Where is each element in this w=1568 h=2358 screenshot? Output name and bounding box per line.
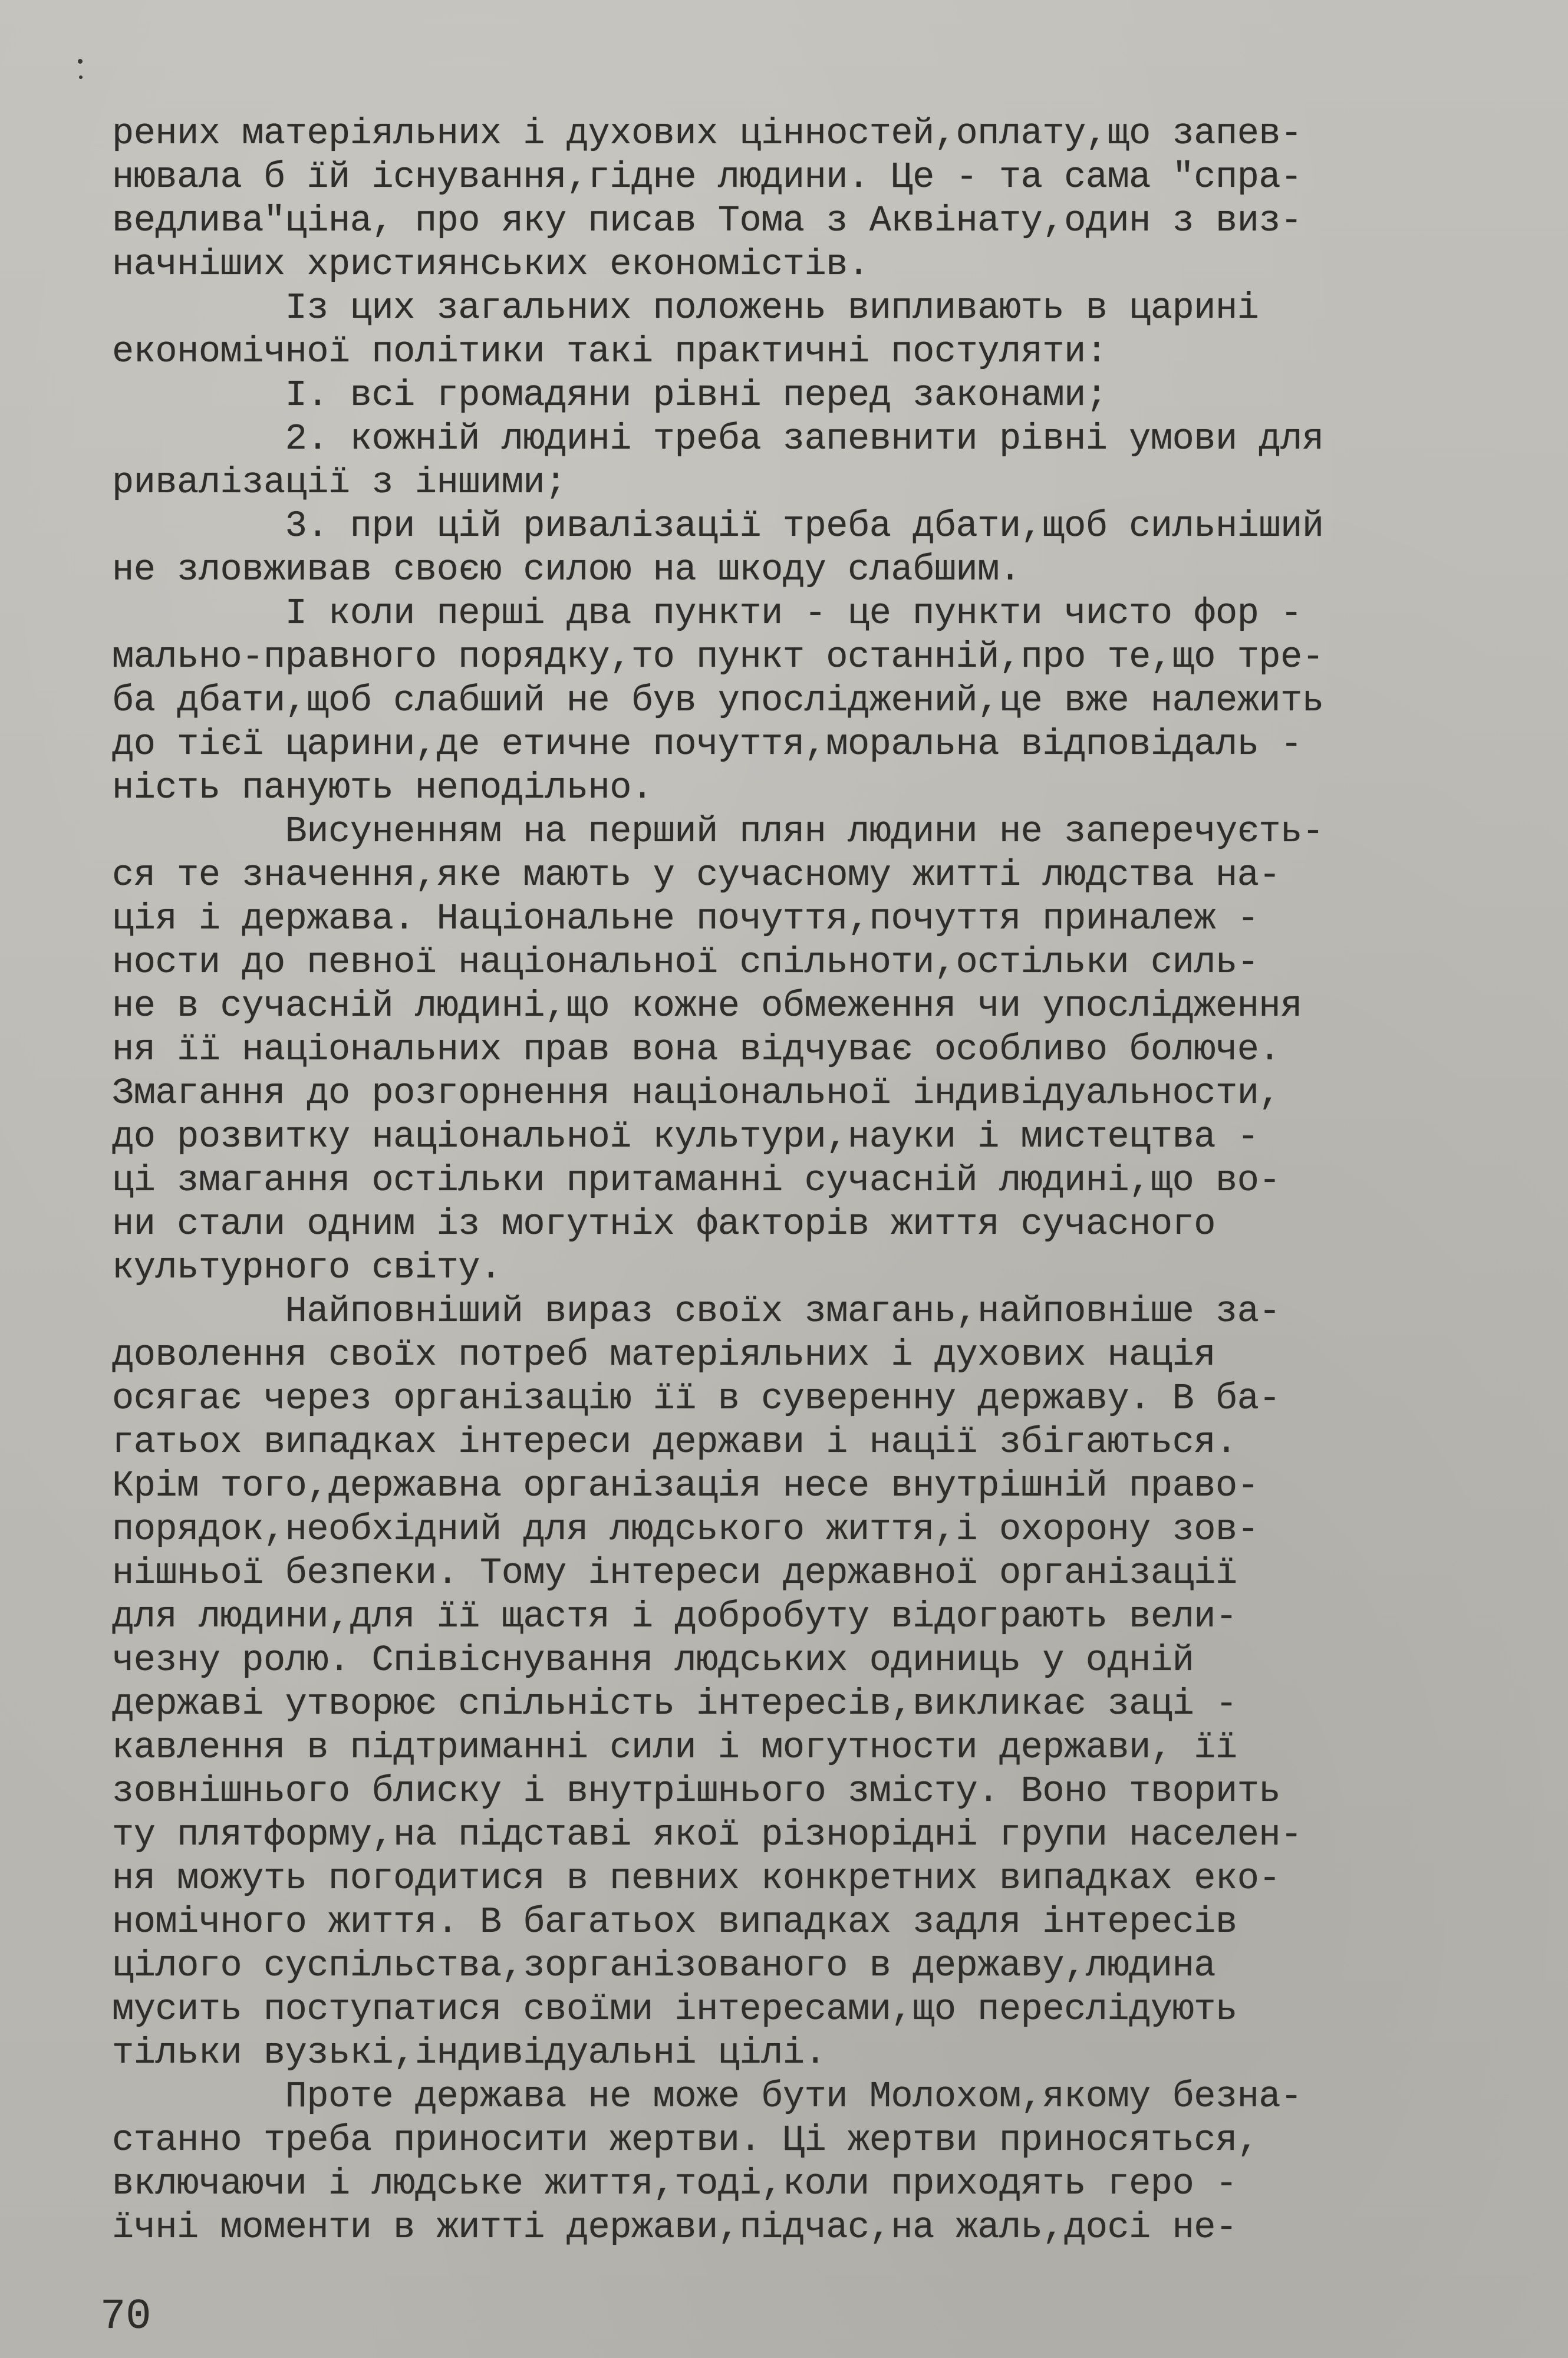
text-line: ведлива"ціна, про яку писав Тома з Аквінату,один з виз-	[112, 200, 1302, 242]
text-line: начніших християнських економістів.	[112, 243, 869, 285]
text-line: порядок,необхідний для людського життя,і охорону зов-	[112, 1509, 1259, 1550]
text-line: рених матеріяльних і духових цінностей,оплату,що запев-	[112, 113, 1302, 154]
text-line: зовнішнього блиску і внутрішнього змісту. Воно творить	[112, 1770, 1281, 1812]
text-line: мально-правного порядку,то пункт останній,про те,що тре-	[112, 636, 1324, 678]
text-line: ту плятформу,на підставі якої різнорідні групи населен-	[112, 1814, 1302, 1856]
text-line: мусить поступатися своїми інтересами,що переслідують	[112, 1988, 1237, 2030]
text-line: ці змагання остільки притаманні сучасній людині,що во-	[112, 1160, 1281, 1201]
page-number: 70	[100, 2293, 151, 2341]
text-line: кавлення в підтриманні сили і могутности держави, її	[112, 1727, 1237, 1768]
text-line: їчні моменти в житті держави,підчас,на жаль,досі не-	[112, 2206, 1237, 2248]
text-line: не зловживав своєю силою на шкоду слабшим.	[112, 549, 1021, 591]
text-line: осягає через організацію її в суверенну державу. В ба-	[112, 1378, 1281, 1420]
text-line: номічного життя. В багатьох випадках задля інтересів	[112, 1901, 1237, 1943]
text-line: Змагання до розгорнення національної індивідуальности,	[112, 1072, 1281, 1114]
text-line: ція і держава. Національне почуття,почуття приналеж -	[112, 898, 1259, 940]
text-line: 2. кожній людині треба запевнити рівні умови для	[112, 418, 1324, 460]
text-line: ня можуть погодитися в певних конкретних випадках еко-	[112, 1858, 1281, 1899]
text-line: Висуненням на перший плян людини не заперечуєть-	[112, 811, 1324, 852]
text-line: до тієї царини,де етичне почуття,моральна відповідаль -	[112, 723, 1302, 765]
text-line: 3. при цій ривалізації треба дбати,щоб сильніший	[112, 505, 1324, 547]
text-line: нішньої безпеки. Тому інтереси державної організації	[112, 1552, 1237, 1594]
text-line: Проте держава не може бути Молохом,якому безна-	[112, 2076, 1302, 2117]
text-line: Із цих загальних положень випливають в царині	[112, 287, 1259, 329]
body-text	[112, 112, 1544, 2250]
text-line: І. всі громадяни рівні перед законами;	[112, 374, 1108, 416]
text-line: І коли перші два пункти - це пункти чисто фор -	[112, 592, 1302, 634]
text-line: гатьох випадках інтереси держави і нації збігаються.	[112, 1421, 1237, 1463]
text-line: ба дбати,щоб слабший не був упосліджений,це вже належить	[112, 680, 1324, 722]
text-line: цілого суспільства,зорганізованого в державу,людина	[112, 1945, 1216, 1987]
text-line: ня її національних прав вона відчуває особливо болюче.	[112, 1029, 1281, 1071]
text-line: для людини,для її щастя і добробуту відограють вели-	[112, 1596, 1237, 1638]
text-line: нювала б їй існування,гідне людини. Це - та сама "спра-	[112, 156, 1302, 198]
text-line: станно треба приносити жертви. Ці жертви приносяться,	[112, 2119, 1259, 2161]
text-line: ривалізації з іншими;	[112, 462, 566, 503]
scan-speck	[79, 75, 83, 79]
text-line: ність панують неподільно.	[112, 767, 653, 809]
text-line: Крім того,державна організація несе внутрішній право-	[112, 1465, 1259, 1507]
text-line: культурного світу.	[112, 1247, 502, 1289]
text-line: не в сучасній людині,що кожне обмеження чи упослідження	[112, 985, 1302, 1027]
text-line: ни стали одним із могутніх факторів життя сучасного	[112, 1203, 1216, 1245]
text-line: державі утворює спільність інтересів,викликає заці -	[112, 1683, 1237, 1725]
text-line: доволення своїх потреб матеріяльних і духових нація	[112, 1334, 1216, 1376]
text-line: до розвитку національної культури,науки і мистецтва -	[112, 1116, 1259, 1158]
text-line: включаючи і людське життя,тоді,коли приходять геро -	[112, 2163, 1237, 2205]
text-line: чезну ролю. Співіснування людських одиниць у одній	[112, 1639, 1194, 1681]
scan-speck	[78, 59, 83, 64]
text-line: тільки вузькі,індивідуальні цілі.	[112, 2032, 826, 2074]
text-line: економічної політики такі практичні постуляти:	[112, 331, 1108, 373]
text-line: ся те значення,яке мають у сучасному житті людства на-	[112, 854, 1281, 896]
text-line: ности до певної національної спільноти,остільки силь-	[112, 941, 1259, 983]
text-line: Найповніший вираз своїх змагань,найповніше за-	[112, 1290, 1281, 1332]
